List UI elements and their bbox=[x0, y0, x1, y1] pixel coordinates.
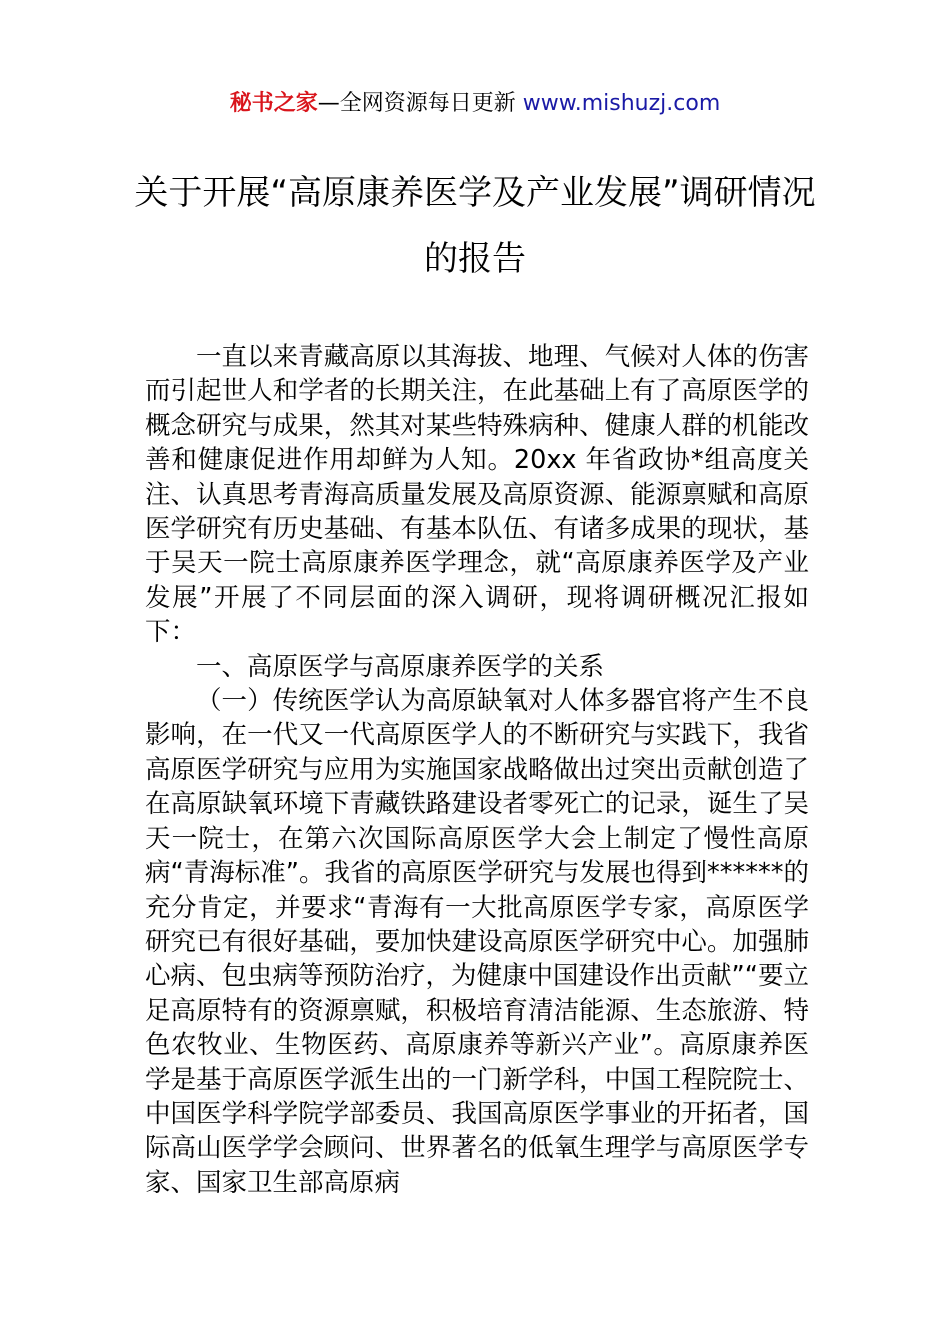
paragraph-intro: 一直以来青藏高原以其海拔、地理、气候对人体的伤害而引起世人和学者的长期关注，在此基础上有了高原医学的概念研究与成果，然其对某些特殊病种、健康人群的机能改善和健康促进作用却鲜为人知。20xx 年省政协*组高度关注、认真思考青海高质量发展及高原资源、能源禀赋和高原医学研究有历史基础、有基本队伍、有诸多成果的现状，基于吴天一院士高原康养医学理念，就“高原康养医学及产业发展”开展了不同层面的深入调研，现将调研概况汇报如下： bbox=[145, 342, 809, 648]
document-body bbox=[145, 340, 809, 1200]
site-tagline: —全网资源每日更新 bbox=[317, 91, 523, 116]
site-header bbox=[0, 88, 950, 120]
site-brand: 秘书之家 bbox=[229, 91, 318, 116]
site-url-link[interactable]: www.mishuzj.com bbox=[522, 91, 721, 116]
section-heading: 一、高原医学与高原康养医学的关系 bbox=[196, 651, 605, 682]
paragraph-subsection-1: （一）传统医学认为高原缺氧对人体多器官将产生不良影响，在一代又一代高原医学人的不断研究与实践下，我省高原医学研究与应用为实施国家战略做出过突出贡献创造了在高原缺氧环境下青藏铁路建设者零死亡的记录，诞生了吴天一院士，在第六次国际高原医学大会上制定了慢性高原病“青海标准”。我省的高原医学研究与发展也得到******的充分肯定，并要求“青海有一大批高原医学专家，高原医学研究已有很好基础，要加快建设高原医学研究中心。加强肺心病、包虫病等预防治疗，为健康中国建设作出贡献”“要立足高原特有的资源禀赋，积极培育清洁能源、生态旅游、特色农牧业、生物医药、高原康养等新兴产业”。高原康养医学是基于高原医学派生出的一门新学科，中国工程院院士、中国医学科学院学部委员、我国高原医学事业的开拓者，国际高山医学学会顾问、世界著名的低氧生理学与高原医学专家、国家卫生部高原病 bbox=[145, 686, 809, 1198]
document-title: 关于开展“高原康养医学及产业发展”调研情况的报告 bbox=[134, 173, 816, 279]
